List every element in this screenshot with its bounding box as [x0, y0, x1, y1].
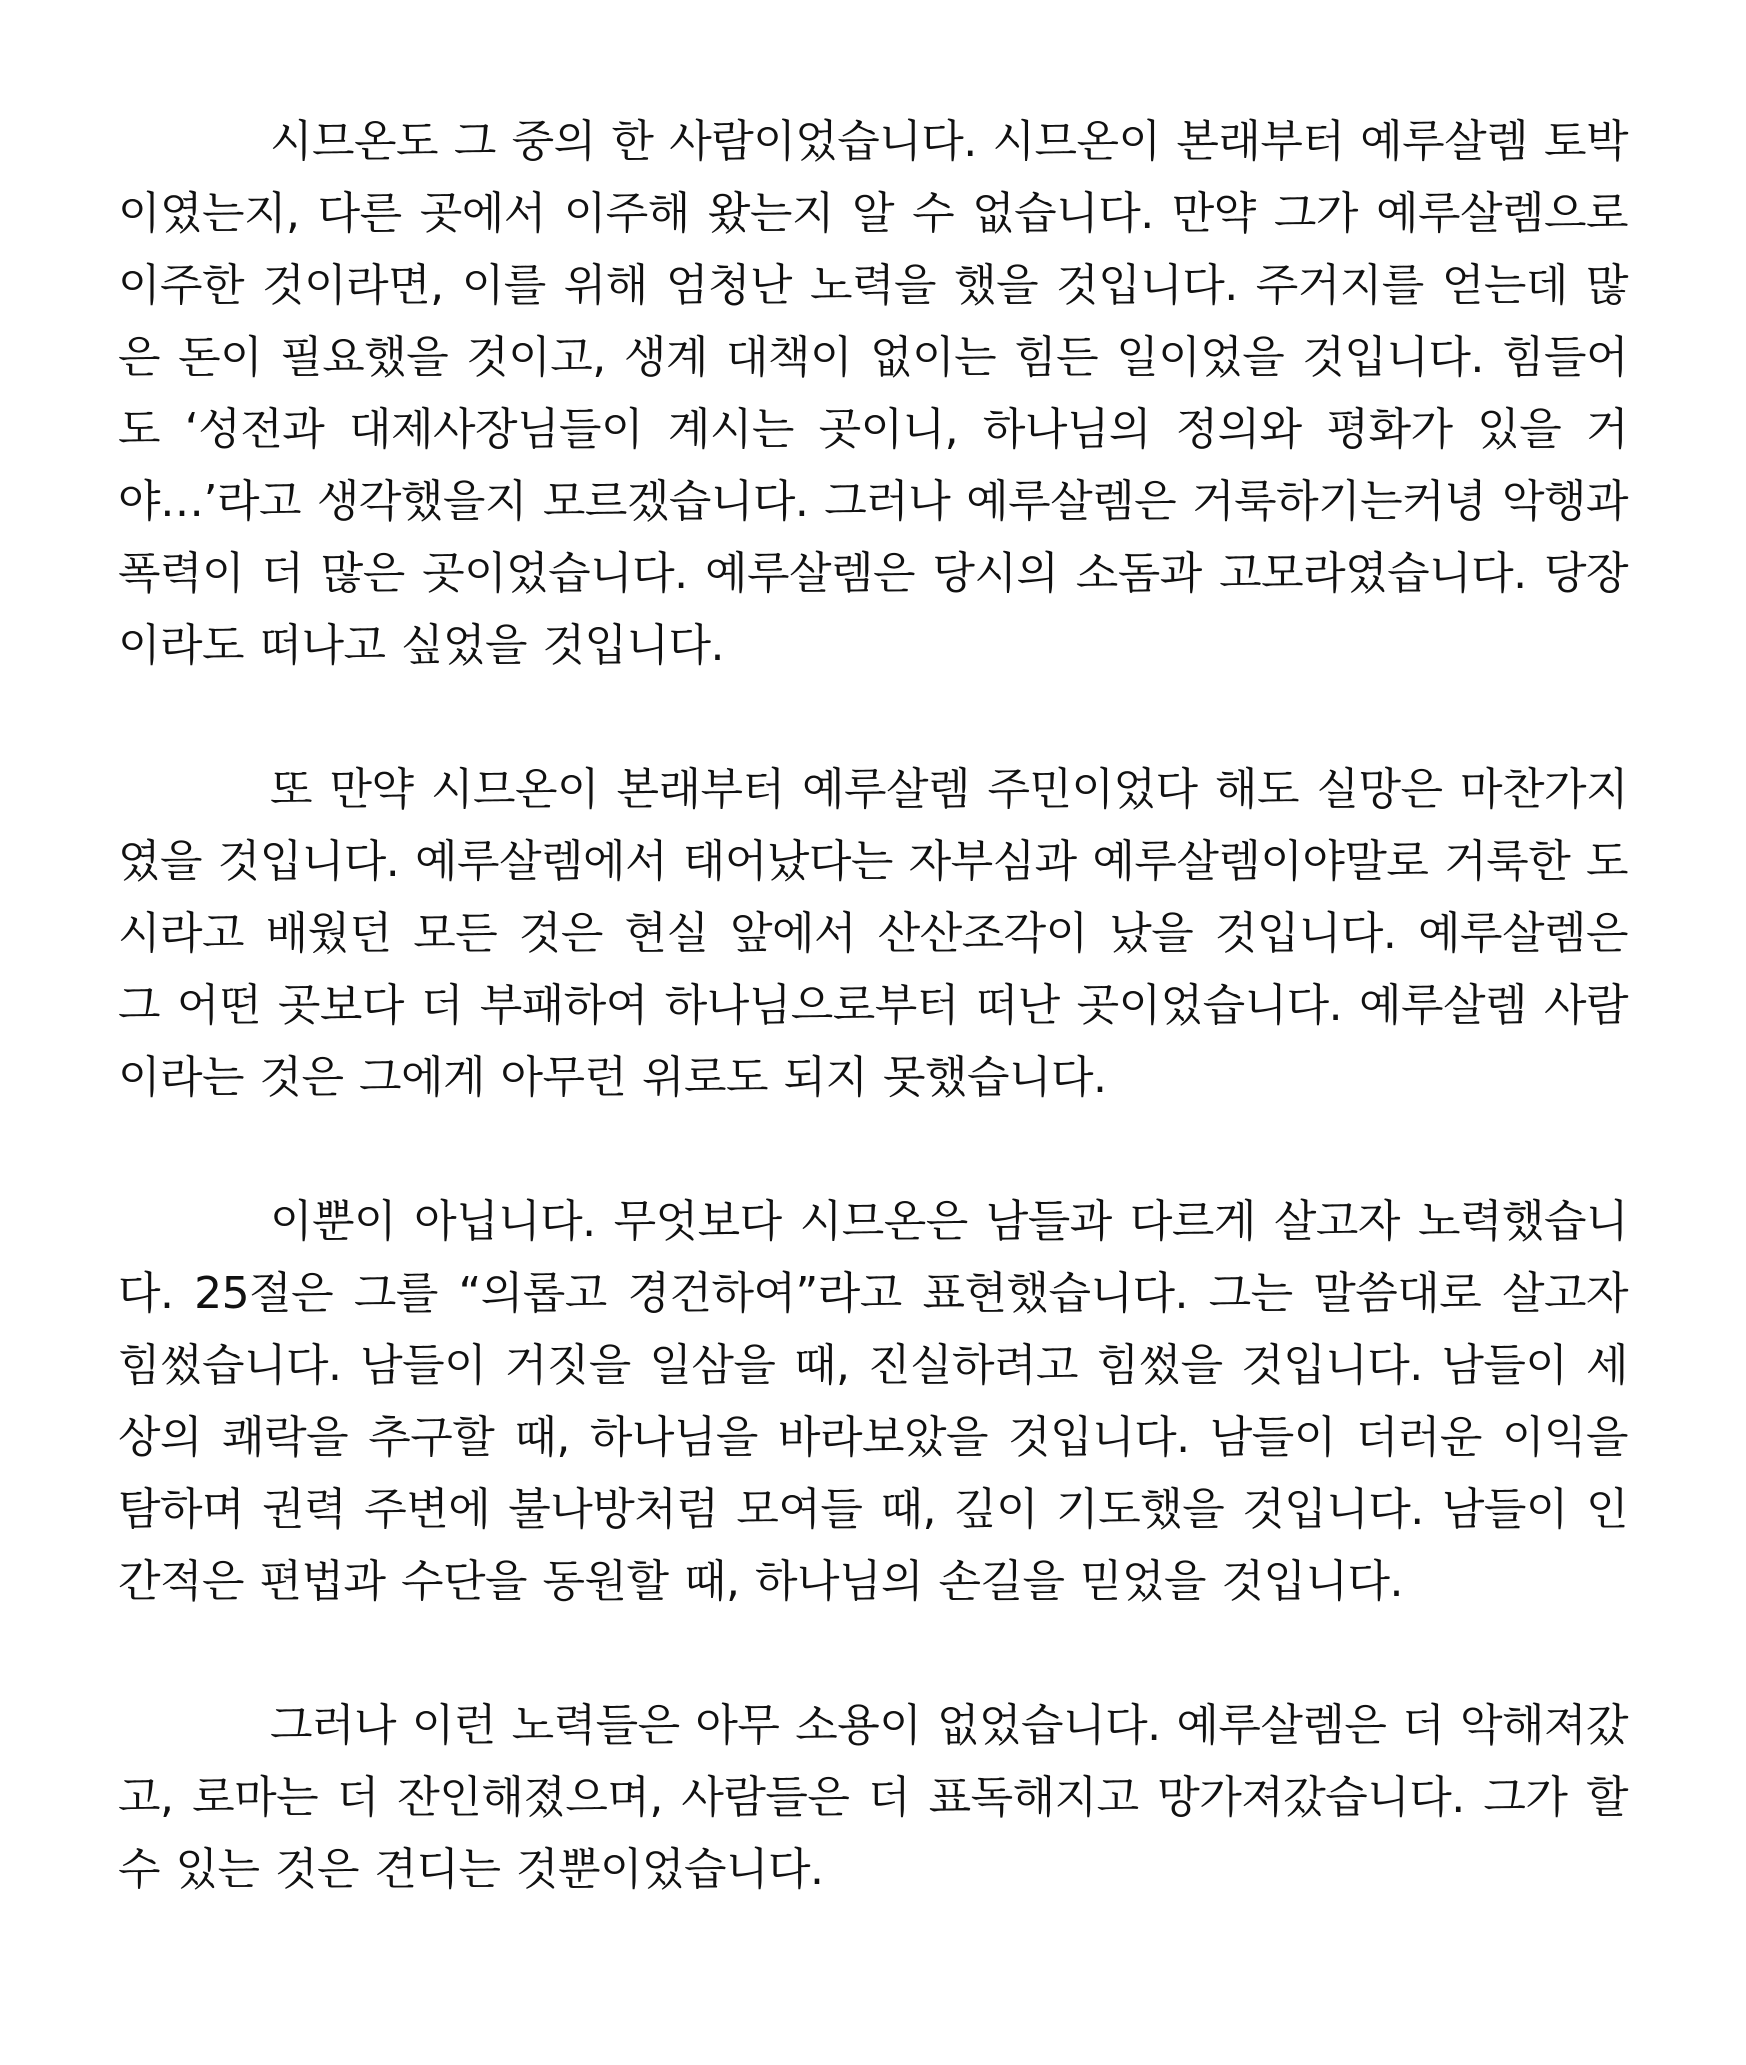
- document-page: [118, 106, 1628, 1906]
- paragraph-1: 시므온도 그 중의 한 사람이었습니다. 시므온이 본래부터 예루살렘 토박이였는지, 다른 곳에서 이주해 왔는지 알 수 없습니다. 만약 그가 예루살렘으로 이주한 것이라면, 이를 위해 엄청난 노력을 했을 것입니다. 주거지를 얻는데 많은 돈이 필요했을 것이고, 생계 대책이 없이는 힘든 일이었을 것입니다. 힘들어도 ‘성전과 대제사장님들이 계시는 곳이니, 하나님의 정의와 평화가 있을 거야…’라고 생각했을지 모르겠습니다. 그러나 예루살렘은 거룩하기는커녕 악행과 폭력이 더 많은 곳이었습니다. 예루살렘은 당시의 소돔과 고모라였습니다. 당장이라도 떠나고 싶었을 것입니다.: [118, 116, 1628, 671]
- paragraph-2: 또 만약 시므온이 본래부터 예루살렘 주민이었다 해도 실망은 마찬가지였을 것입니다. 예루살렘에서 태어났다는 자부심과 예루살렘이야말로 거룩한 도시라고 배웠던 모든 것은 현실 앞에서 산산조각이 났을 것입니다. 예루살렘은 그 어떤 곳보다 더 부패하여 하나님으로부터 떠난 곳이었습니다. 예루살렘 사람이라는 것은 그에게 아무런 위로도 되지 못했습니다.: [118, 764, 1629, 1103]
- paragraph-4: 그러나 이런 노력들은 아무 소용이 없었습니다. 예루살렘은 더 악해져갔고, 로마는 더 잔인해졌으며, 사람들은 더 표독해지고 망가져갔습니다. 그가 할 수 있는 것은 견디는 것뿐이었습니다.: [118, 1700, 1628, 1895]
- paragraph-3: 이뿐이 아닙니다. 무엇보다 시므온은 남들과 다르게 살고자 노력했습니다. 25절은 그를 “의롭고 경건하여”라고 표현했습니다. 그는 말씀대로 살고자 힘썼습니다. 남들이 거짓을 일삼을 때, 진실하려고 힘썼을 것입니다. 남들이 세상의 쾌락을 추구할 때, 하나님을 바라보았을 것입니다. 남들이 더러운 이익을 탐하며 권력 주변에 불나방처럼 모여들 때, 깊이 기도했을 것입니다. 남들이 인간적은 편법과 수단을 동원할 때, 하나님의 손길을 믿었을 것입니다.: [118, 1196, 1628, 1607]
